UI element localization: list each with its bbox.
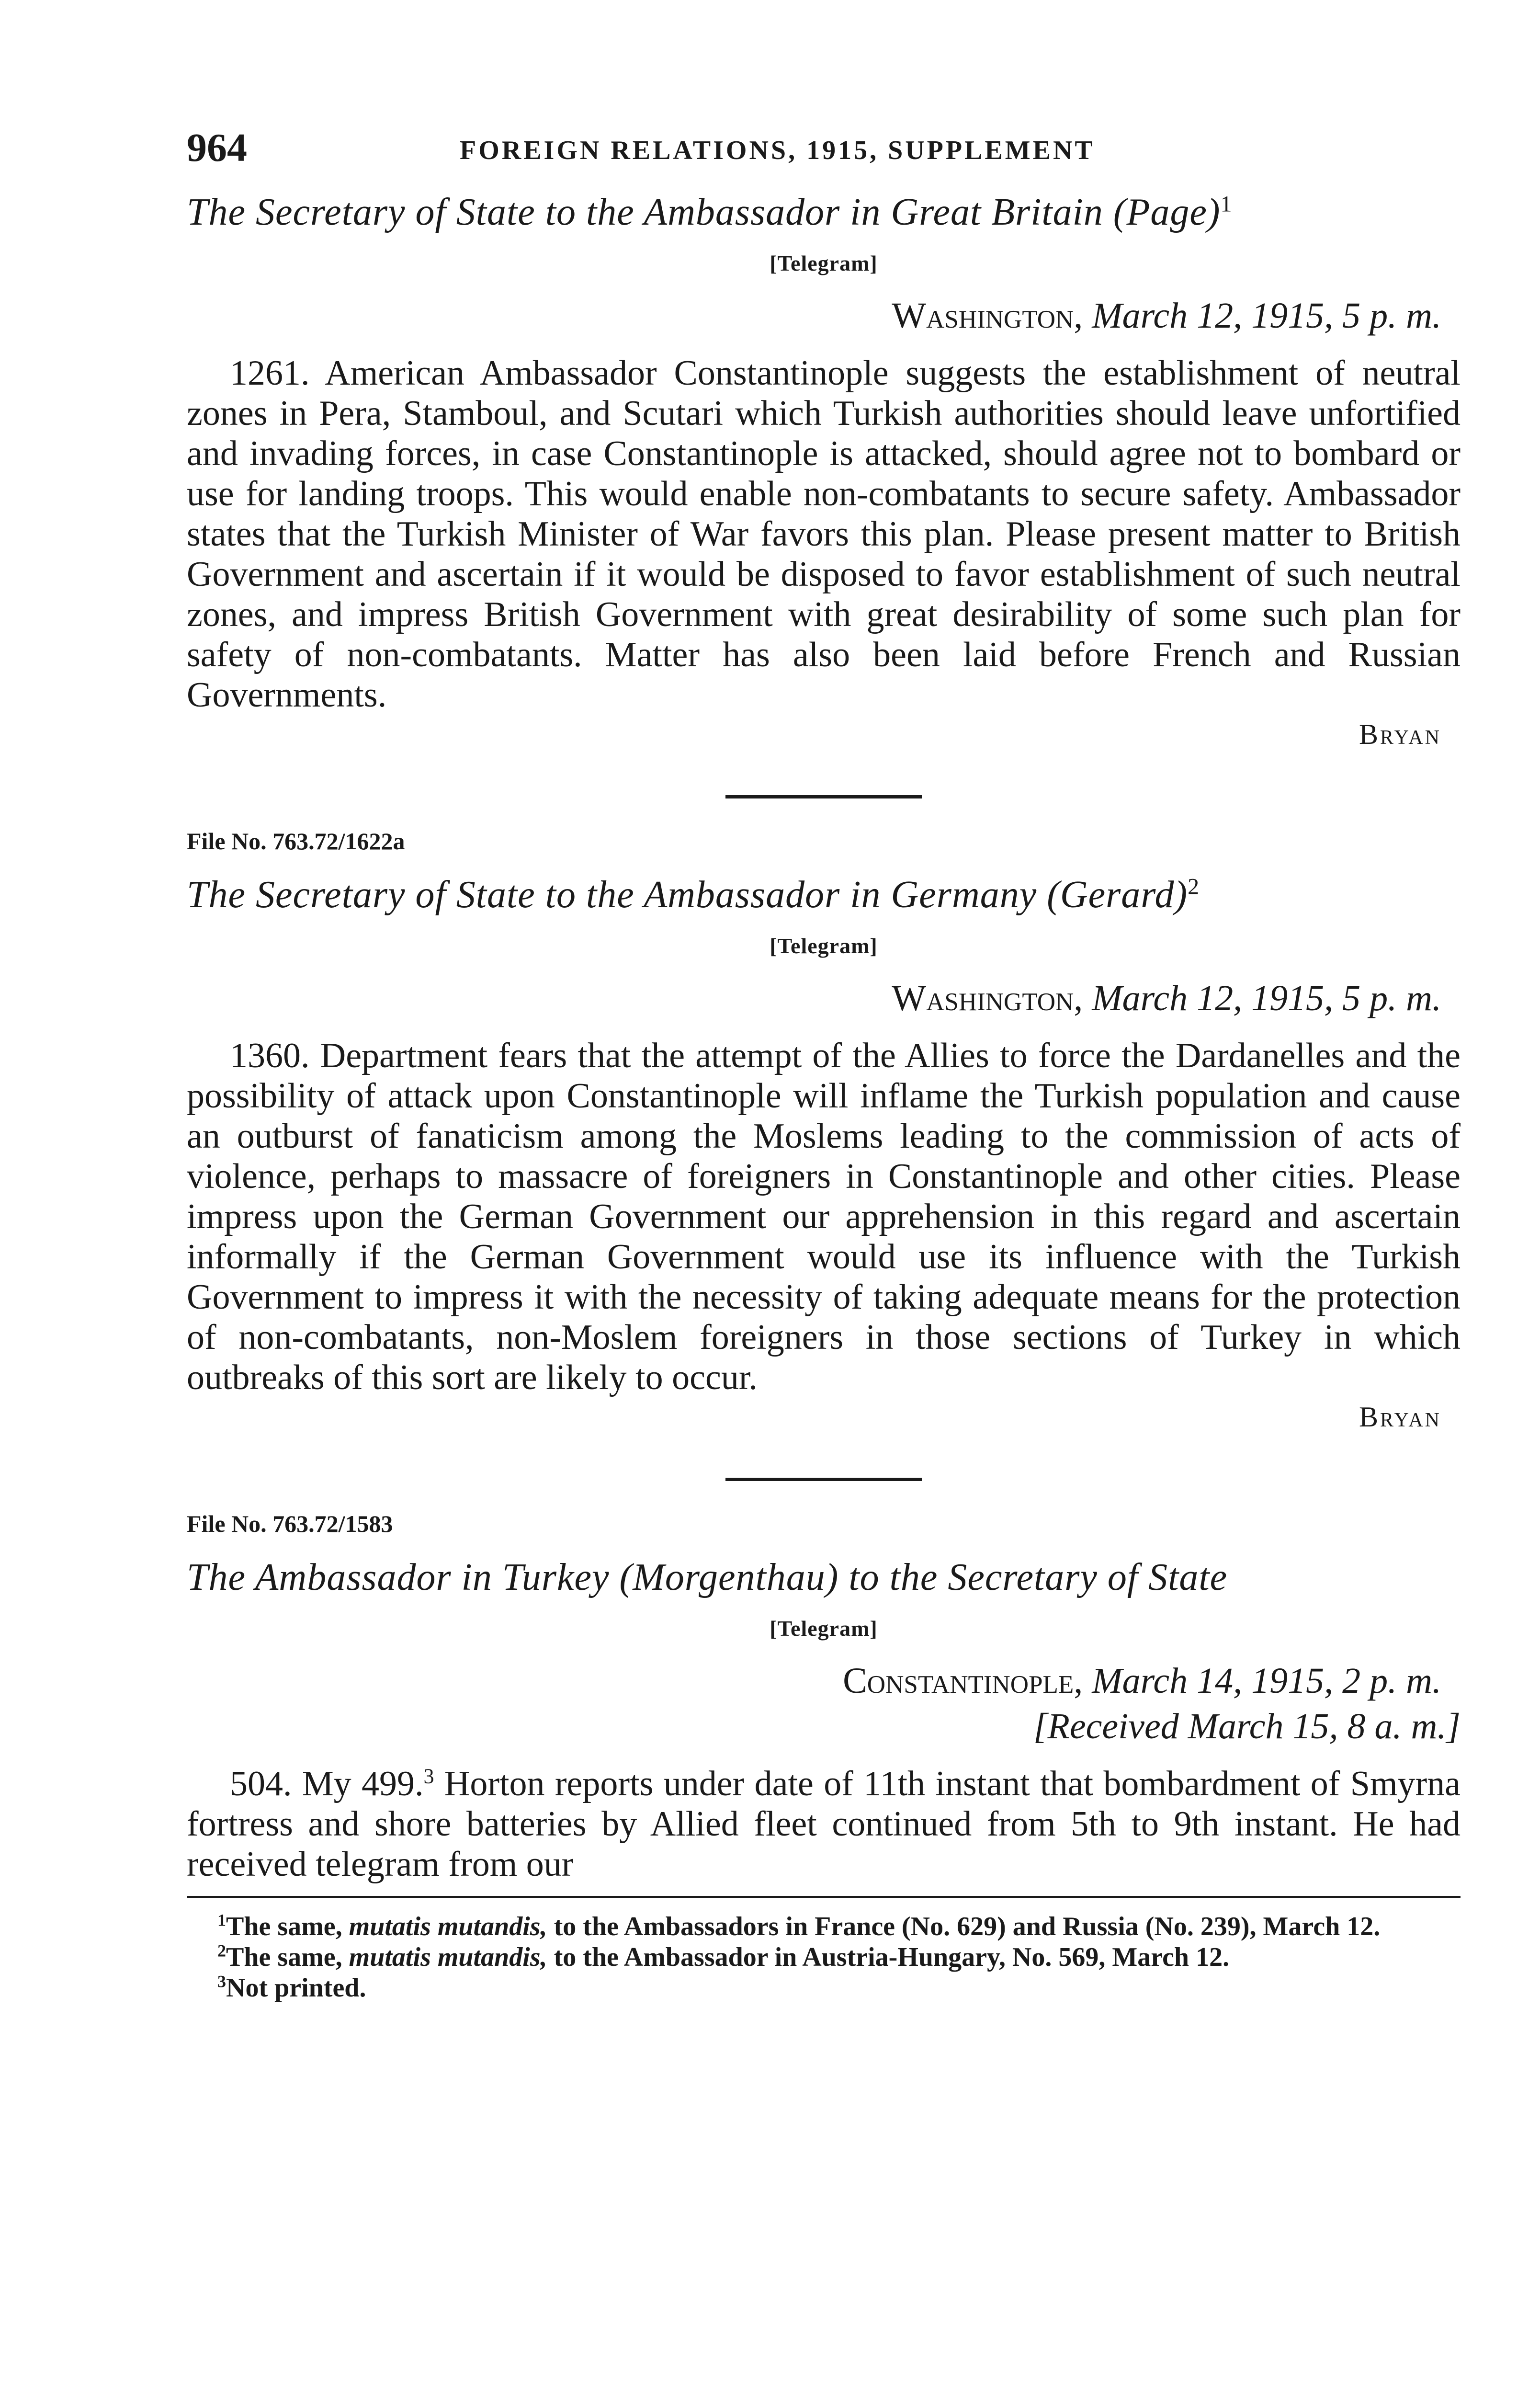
doc-type: [Telegram] — [770, 934, 878, 958]
footnote-marker: 1 — [217, 1910, 226, 1930]
file-number: File No. 763.72/1583 — [187, 1510, 393, 1537]
telegram-body — [187, 1036, 1461, 1398]
footnote-marker: 3 — [217, 1972, 226, 1991]
doc-type: [Telegram] — [770, 251, 878, 275]
footnote-ref: 1 — [1220, 191, 1233, 217]
dateline-date: March 12, 1915, 5 p. m. — [1092, 978, 1441, 1018]
dateline-place: Constantinople, — [843, 1661, 1083, 1701]
received-line: [Received March 15, 8 a. m.] — [1033, 1706, 1461, 1746]
footnote-ref: 3 — [423, 1764, 434, 1788]
section-divider — [725, 1478, 922, 1481]
doc-title-text: The Secretary of State to the Ambassador in Great Britain (Page) — [187, 191, 1221, 233]
dateline-date: March 12, 1915, 5 p. m. — [1092, 296, 1441, 336]
footnotes — [187, 1911, 1461, 2003]
body-paragraph: 1360. Department fears that the attempt of the Allies to force the Dardanelles and the possibility of attack upon Constantinople will inflame the Turkish population and cause an outburst of fanaticism among the Moslems leading to the commission of acts of violence, perhaps to massacre of foreigners in Constantinople and other cities. Please impress upon the German Government our apprehension in this regard and ascertain informally if the German Government would use its influence with the Turkish Government to impress it with the necessity of taking adequate means for the protection of non-combatants, non-Moslem foreigners in those sections of Turkey in which outbreaks of this sort are likely to occur. — [187, 1036, 1461, 1397]
dateline-place: Washington, — [892, 978, 1083, 1018]
body-start: 504. My 499. — [230, 1764, 424, 1803]
footnote-text: The same, — [226, 1942, 349, 1972]
doc-title: The Ambassador in Turkey (Morgenthau) to the Secretary of State — [187, 1556, 1228, 1598]
doc-title — [187, 873, 1461, 917]
running-title: FOREIGN RELATIONS, 1915, SUPPLEMENT — [460, 136, 1095, 165]
telegram-2 — [187, 827, 1461, 1434]
telegram-1 — [187, 191, 1461, 751]
doc-title — [187, 191, 1461, 234]
body-paragraph — [187, 1764, 1461, 1884]
running-head — [187, 125, 1461, 172]
doc-title-text: The Secretary of State to the Ambassador in Germany (Gerard) — [187, 874, 1188, 916]
dateline — [187, 978, 1461, 1019]
footnote-text-end: to the Ambassadors in France (No. 629) and Russia (No. 239), March 12. — [547, 1912, 1381, 1941]
footnote-text: Not printed. — [226, 1973, 366, 2003]
footnote-phrase: mutatis mutandis, — [349, 1942, 547, 1972]
footnote-marker: 2 — [217, 1941, 226, 1961]
page-number: 964 — [187, 125, 247, 170]
dateline-place: Washington, — [892, 296, 1083, 336]
dateline — [187, 1660, 1461, 1702]
signature: Bryan — [1359, 1401, 1441, 1433]
footnote-rule — [187, 1896, 1461, 1898]
document-page — [187, 125, 1461, 2003]
dateline — [187, 295, 1461, 337]
footnote — [187, 1911, 1461, 1942]
body-paragraph: 1261. American Ambassador Constantinople suggests the establishment of neutral zones in Pera, Stamboul, and Scutari which Turkish authorities should leave unfortified and invading forces, in case Constantinople is attacked, should agree not to bombard or use for landing troops. This would enable non-combatants to secure safety. Ambassador states that the Turkish Minister of War favors this plan. Please present matter to British Government and ascertain if it would be disposed to favor establishment of such neutral zones, and impress British Government with great desirability of some such plan for safety of non-combatants. Matter has also been laid before French and Russian Governments. — [187, 354, 1461, 715]
footnote-ref: 2 — [1188, 874, 1200, 900]
footnote — [187, 1942, 1461, 1973]
footnote-text-end: to the Ambassador in Austria-Hungary, No. 569, March 12. — [547, 1942, 1230, 1972]
telegram-body — [187, 353, 1461, 715]
dateline-date: March 14, 1915, 2 p. m. — [1092, 1661, 1441, 1701]
footnote-phrase: mutatis mutandis, — [349, 1912, 547, 1941]
signature: Bryan — [1359, 718, 1441, 750]
body-continued: Horton reports under date of 11th instant that bombardment of Smyrna fortress and shore batteries by Allied fleet continued from 5th to 9th instant. He had received telegram from our — [187, 1764, 1461, 1884]
doc-type: [Telegram] — [770, 1616, 878, 1641]
telegram-body — [187, 1764, 1461, 1884]
file-number: File No. 763.72/1622a — [187, 828, 405, 855]
telegram-3 — [187, 1510, 1461, 1884]
footnote-text: The same, — [226, 1912, 349, 1941]
section-divider — [725, 795, 922, 798]
footnote — [187, 1973, 1461, 2003]
